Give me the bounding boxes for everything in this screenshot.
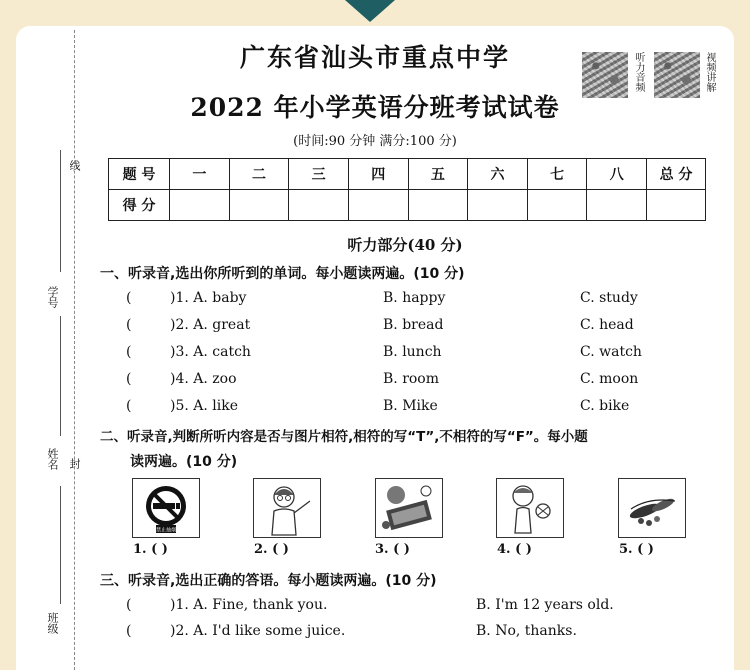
part2-caption-2[interactable]: 2. ( ) <box>254 542 289 557</box>
score-cell[interactable] <box>170 190 230 221</box>
score-table <box>108 158 706 221</box>
score-table-header-row <box>109 159 706 190</box>
part3-q1-b: B. I'm 12 years old. <box>476 597 614 613</box>
score-cell[interactable] <box>587 190 647 221</box>
score-col-6: 六 <box>468 159 528 190</box>
part1-q1-b: B. happy <box>383 290 446 306</box>
score-table-row-label: 题 号 <box>109 159 170 190</box>
score-cell[interactable] <box>527 190 587 221</box>
score-cell[interactable] <box>289 190 349 221</box>
score-cell[interactable] <box>468 190 528 221</box>
part3-q1-paren[interactable]: ( <box>126 597 132 613</box>
score-col-7: 七 <box>527 159 587 190</box>
picture-child-playing <box>375 478 443 538</box>
part1-q1-a: )1. A. baby <box>170 290 247 306</box>
child-playing-icon <box>376 479 442 537</box>
part1-q2-a: )2. A. great <box>170 317 251 333</box>
listening-section-title: 听力部分(40 分) <box>347 236 463 254</box>
score-table-score-row <box>109 190 706 221</box>
part1-q5-a: )5. A. like <box>170 398 239 414</box>
exam-subtitle: (时间:90 分钟 满分:100 分) <box>293 134 457 149</box>
score-col-8: 八 <box>587 159 647 190</box>
part2-instruction-line2: 读两遍。(10 分) <box>130 454 238 470</box>
part1-q5-paren[interactable]: ( <box>126 398 132 414</box>
audio-qr-label: 听力音频 <box>633 52 644 92</box>
part1-q4-paren[interactable]: ( <box>126 371 132 387</box>
binding-dashed-line <box>74 30 75 670</box>
video-qr-label: 视频讲解 <box>704 52 715 92</box>
part1-q1-paren[interactable]: ( <box>126 290 132 306</box>
part1-q3-a: )3. A. catch <box>170 344 251 360</box>
audio-qr-code[interactable] <box>582 52 628 98</box>
picture-teacher <box>253 478 321 538</box>
part1-q4-a: )4. A. zoo <box>170 371 237 387</box>
score-cell[interactable] <box>647 190 706 221</box>
class-label: 班级 <box>46 612 59 634</box>
score-col-5: 五 <box>408 159 468 190</box>
part1-q2-b: B. bread <box>383 317 444 333</box>
class-field[interactable] <box>60 486 61 604</box>
no-smoking-sign-text: 禁止抽烟 <box>155 527 177 534</box>
part1-q4-b: B. room <box>383 371 440 387</box>
score-col-1: 一 <box>170 159 230 190</box>
student-id-label: 学号 <box>46 286 59 308</box>
score-table-row-label: 得 分 <box>109 190 170 221</box>
video-qr-code[interactable] <box>654 52 700 98</box>
part3-q2-paren[interactable]: ( <box>126 623 132 639</box>
picture-no-smoking <box>132 478 200 538</box>
part1-q3-b: B. lunch <box>383 344 442 360</box>
boy-with-ball-icon <box>497 479 563 537</box>
seal-label: 封 <box>68 458 81 469</box>
score-cell[interactable] <box>229 190 289 221</box>
line-label: 线 <box>68 160 81 171</box>
picture-boy-ball <box>496 478 564 538</box>
score-col-3: 三 <box>289 159 349 190</box>
part1-q3-paren[interactable]: ( <box>126 344 132 360</box>
top-tab <box>345 0 395 22</box>
picture-beans <box>618 478 686 538</box>
score-cell[interactable] <box>348 190 408 221</box>
part2-instruction-line1: 二、听录音,判断所听内容是否与图片相符,相符的写“T”,不相符的写“F”。每小题 <box>100 429 588 445</box>
part1-q3-c: C. watch <box>580 344 642 360</box>
part1-q5-b: B. Mike <box>383 398 438 414</box>
beans-icon <box>619 479 685 537</box>
teacher-icon <box>254 479 320 537</box>
part2-caption-3[interactable]: 3. ( ) <box>375 542 410 557</box>
name-label: 姓名 <box>46 448 59 470</box>
part3-q2-b: B. No, thanks. <box>476 623 577 639</box>
part1-q2-c: C. head <box>580 317 634 333</box>
no-smoking-icon <box>133 479 199 537</box>
part2-caption-4[interactable]: 4. ( ) <box>497 542 532 557</box>
part1-instruction: 一、听录音,选出你所听到的单词。每小题读两遍。(10 分) <box>100 266 465 282</box>
part1-q5-c: C. bike <box>580 398 630 414</box>
part2-caption-5[interactable]: 5. ( ) <box>619 542 654 557</box>
part1-q4-c: C. moon <box>580 371 639 387</box>
part1-q2-paren[interactable]: ( <box>126 317 132 333</box>
exam-title-line2: 2022 年小学英语分班考试试卷 <box>190 93 560 122</box>
score-cell[interactable] <box>408 190 468 221</box>
name-field[interactable] <box>60 316 61 436</box>
part3-q1-a: )1. A. Fine, thank you. <box>170 597 328 613</box>
score-col-2: 二 <box>229 159 289 190</box>
exam-title-line1: 广东省汕头市重点中学 <box>239 43 510 72</box>
part2-caption-1[interactable]: 1. ( ) <box>133 542 168 557</box>
score-col-4: 四 <box>348 159 408 190</box>
score-col-total: 总 分 <box>647 159 706 190</box>
part3-q2-a: )2. A. I'd like some juice. <box>170 623 346 639</box>
part1-q1-c: C. study <box>580 290 638 306</box>
part3-instruction: 三、听录音,选出正确的答语。每小题读两遍。(10 分) <box>100 573 437 589</box>
